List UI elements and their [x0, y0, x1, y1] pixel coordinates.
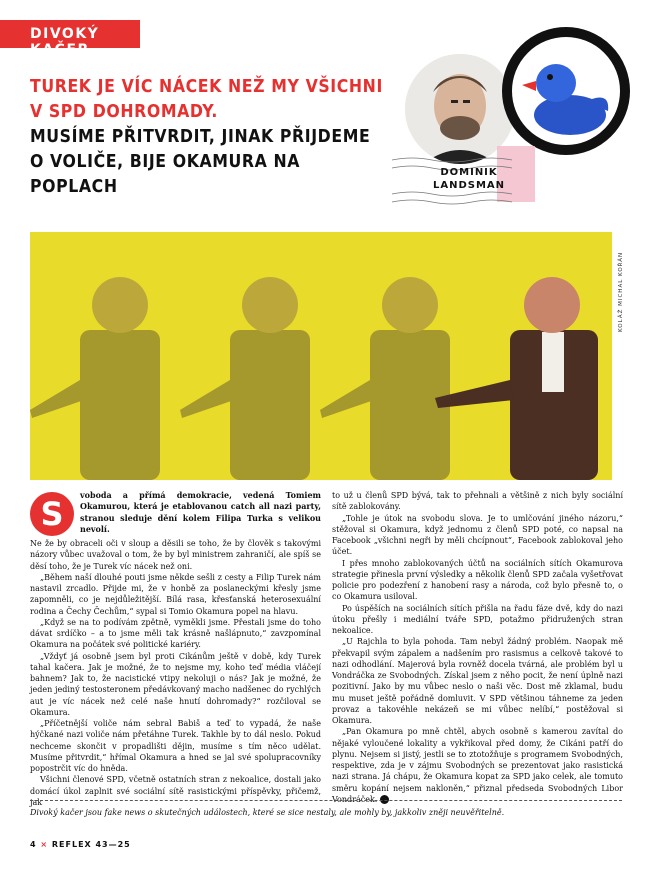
article-paragraph: Po úspěších na sociálních sítích přišla na řadu fáze dvě, kdy do nazi útoku přešly i mediální tváře SPD, potažmo přidružených stran nekoalice. [332, 603, 623, 635]
article-column-right [332, 490, 623, 805]
headline [30, 75, 390, 200]
duck-logo [502, 27, 630, 155]
article-paragraph: „U Rajchla to byla pohoda. Tam nebyl žádný problém. Naopak mě překvapil svým zápalem a nadšením pro rasismus a celkově takové to nazi odhodlání. Majerová byla rovněž docela tvárná, ale problém byl u Vondráčka ze Svobodných. Získal jsem z něho pocit, že není úplně nazi pozitivní. Jako by mu vůbec neslo o naši věc. Dost mě zklamal, budu mu muset ještě pořádně domluvit. V SPD většinou táhneme za jeden provaz a takovéhle nekázeň se mi vůbec nelíbí,“ postěžoval si Okamura. [332, 637, 623, 725]
folio-mark-icon: × [40, 840, 49, 849]
photo-credit: KOLÁŽ MICHAL KOŘÁN [618, 251, 624, 332]
headline-red: TUREK JE VÍC NÁCEK NEŽ MY VŠICHNI V SPD DOHROMADY. [30, 77, 383, 122]
end-mark-icon: × [380, 795, 389, 804]
article-lead-paragraph [30, 490, 321, 535]
folio [30, 840, 131, 849]
article-paragraph: Ne že by obraceli oči v sloup a děsili se toho, že by člověk s takovými názory vůbec uvažoval o tom, že by byl ministrem zahraničí, ale spíš se děsí toho, že je Turek víc nácek než oni. [30, 539, 321, 571]
article-paragraph: I přes mnoho zablokovaných účtů na sociálních sítích Okamurova strategie přinesla první výsledky a několik členů SPD začala vyšetřovat policie pro podezření z hanobení rasy a národa, což bylo přesně to, o co Okamura usiloval. [332, 558, 623, 602]
article-paragraph: „Vždyť já osobně jsem byl proti Cikánům ještě v době, kdy Turek tahal kačera. Jak je možné, že to nejsme my, koho teď média vláčejí bahnem? Jak to, že nacistické vtipy nekoluji o nás? Jak je možné, že jeden jediný testosteronem předávkovaný macho nadšenec do rychlých aut je víc nácek než celé naše hnutí dohromady?“ rozčiloval se Okamura. [30, 651, 321, 717]
article-paragraph [332, 726, 623, 805]
rubric-text: DIVOKÝ KAČER [30, 26, 100, 58]
page-number: 4 [30, 840, 37, 849]
article-paragraph: „Příčetnější voliče nám sebral Babiš a teď to vypadá, že naše hýčkané nazi voliče nám přetáhne Turek. Takhle by to dál neslo. Pokud nechceme skončit v propadlišti dějin, musíme s tím něco udělat. Musíme přitvrdit,“ hřímal Okamura a hned se jal své spolupracovníky popostrčit víc do hnědа. [30, 719, 321, 773]
author-name [420, 166, 518, 192]
magazine-issue: REFLEX 43—25 [51, 840, 131, 849]
author-last: LANDSMAN [432, 180, 506, 191]
author-first: DOMINIK [440, 167, 498, 178]
article-paragraph: Všichni členové SPD, včetně ostatních stran z nekoalice, dostali jako domácí úkol zaplnit své sociální sítě rasistickými příspěvky, přičemž, jak [30, 775, 321, 807]
article-column-left [30, 490, 321, 808]
article-paragraph: „Když se na to podívám zpětně, vyměkli jsme. Přestali jsme do toho dávat srdíčko – a to jsme měli tak krásně našlápnuto,“ zavzpomínal Okamura na počátek své politické kariéry. [30, 617, 321, 650]
article-paragraph: „Během naší dlouhé pouti jsme někde sešli z cesty a Filip Turek nám nastavil zrcadlo. Přijde mi, že v honbě za poslaneckými křesly jsme zapomněli, co je nejdůležitější. Bílá rasa, křesťanská heterosexuální rodina a Čechy Čechům,“ sypal si Tomio Okamura popel na hlavu. [30, 572, 321, 616]
article-paragraph: „Tohle je útok na svobodu slova. Je to umlčování jiného názoru,“ stěžoval si Okamura, když jednomu z členů SPD poté, co napsal na Facebook „všichni negři by měli chcípnout“, Facebook zablokoval jeho účet. [332, 513, 623, 557]
article-paragraph-text: „Pan Okamura po mně chtěl, abych osobně s kamerou zavítal do nějaké vyloučené lokality a vykřikoval před domy, že Cikáni patří do plynu. Nejsem si jistý, jestli se to ztotožňuje s programem Svobodných, respektive, zda je v zájmu Svobodných se prezentovat jako rasistická nazi strana. Já chápu, že Okamura kopat za SPD jako celek, ale tomuto směru kopání nejsem nakloněn,“ přiznal předseda Svobodných Libor Vondráček. [332, 727, 623, 804]
rubric-label [0, 20, 140, 58]
disclaimer: Divoký kačer jsou fake news o skutečných událostech, které se sice nestaly, ale mohly by, jakkoliv zněji neuvěřitelně. [30, 808, 505, 817]
article-lead: voboda a přímá demokracie, vedená Tomiem Okamurou, která je etablovanou catch all nazi party, stranou sleduje dění kolem Filipa Turka s velikou nevolí. [80, 490, 321, 534]
dropcap: S [30, 492, 74, 536]
collage-photo [30, 232, 612, 480]
headline-black: MUSÍME PŘITVRDIT, JINAK PŘIJDEME O VOLIČE, BIJE OKAMURA NA POPLACH [30, 127, 371, 197]
footer-divider [30, 800, 622, 801]
article-paragraph: to už u členů SPD bývá, tak to přehnali a většině z nich byly sociální sítě zablokovány. [332, 491, 623, 512]
